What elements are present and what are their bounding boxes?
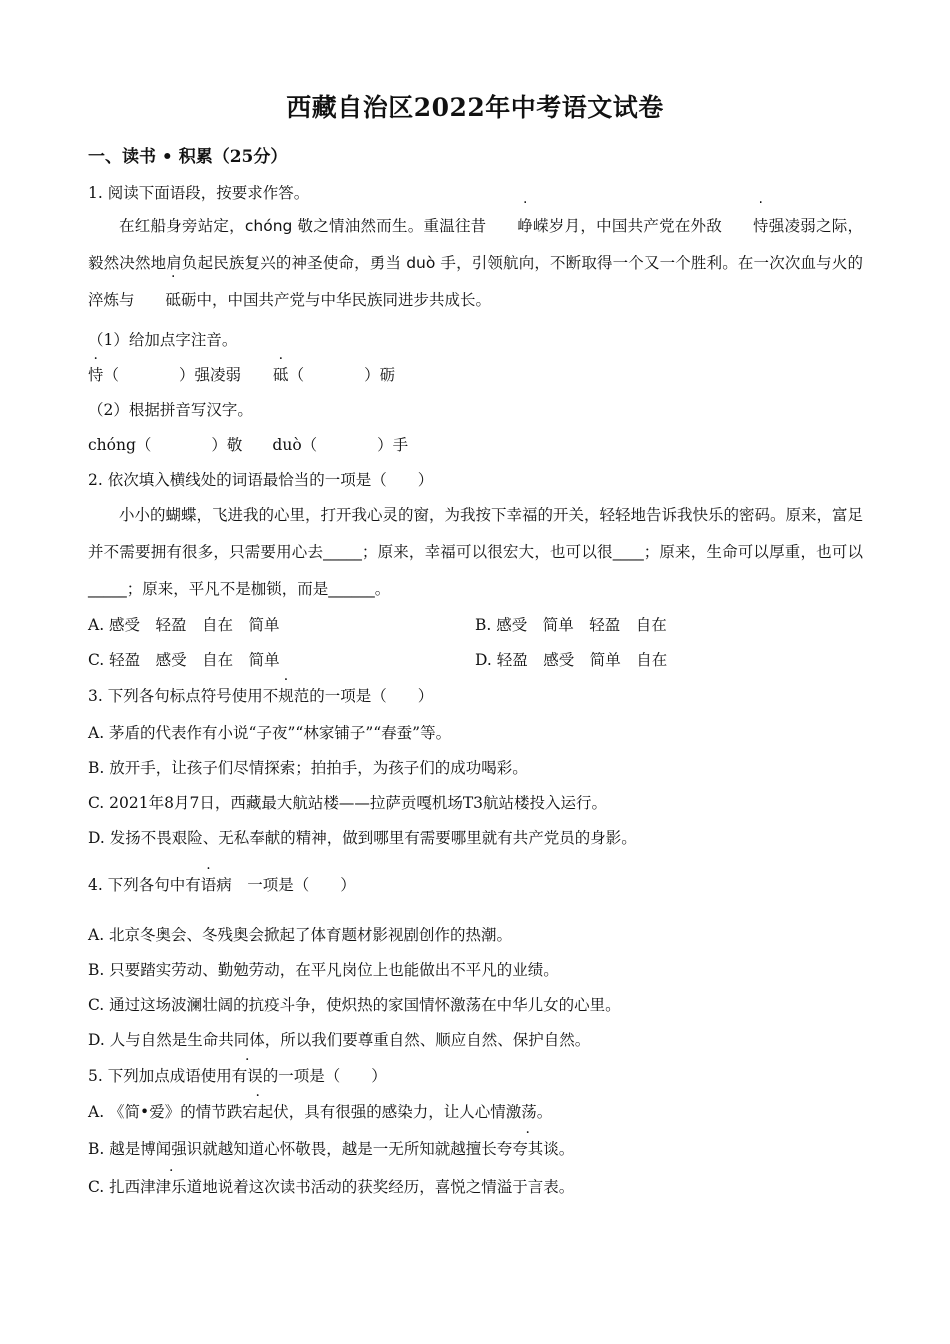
option-text: 。 xyxy=(558,1140,575,1158)
passage-text: 强凌弱之际，毅然决然地肩负起民族复兴的神圣使命，勇当 duò 手，引领航向，不断取得一个又一个胜利。在一次次血与火的淬炼与 xyxy=(88,217,863,309)
question-1-sub1: （1）给加点字注音。 xyxy=(88,331,238,349)
question-3-option-c: C. 2021年8月7日，西藏最大航站楼——拉萨贡嘎机场T3航站楼投入运行。 xyxy=(88,794,608,812)
question-1-sub2-blanks xyxy=(88,434,408,456)
stem-text: 的一项是（ ） xyxy=(262,1067,387,1085)
question-5-stem xyxy=(88,1065,387,1087)
question-4-option-c: C. 通过这场波澜壮阔的抗疫斗争，使炽热的家国情怀激荡在中华儿女的心里。 xyxy=(88,996,621,1014)
blank-open: （ xyxy=(103,366,120,384)
stem-text: 的一项是（ ） xyxy=(309,687,434,705)
option-text: ，具有很强的感染力，让人心情激荡。 xyxy=(288,1103,553,1121)
question-4-option-d: D. 人与自然是生命共同体，所以我们要尊重自然、顺应自然、保护自然。 xyxy=(88,1031,591,1049)
passage-text: 在红船身旁站定，chóng 敬之情油然而生。重温往昔 xyxy=(119,217,487,235)
passage-text: 嵘岁月，中国共产党在外敌 xyxy=(532,217,723,235)
blank-close: ）强凌弱 xyxy=(179,366,242,384)
dotted-text: 有语病 xyxy=(185,876,232,894)
option-text: A. 《简•爱》的情节 xyxy=(88,1103,227,1121)
stem-text: 5. 下列加点成语使用 xyxy=(88,1067,232,1085)
question-4-option-a: A. 北京冬奥会、冬残奥会掀起了体育题材影视剧创作的热潮。 xyxy=(88,926,513,944)
question-2-option-b: B. 感受 简单 轻盈 自在 xyxy=(475,616,667,634)
question-5-option-b xyxy=(88,1138,574,1160)
question-1-passage xyxy=(88,208,863,319)
option-text: 地说着这次读书活动的获奖经历，喜悦之情溢于言表。 xyxy=(202,1178,575,1196)
dotted-char: 恃 xyxy=(753,217,769,235)
question-2-passage: 小小的蝴蝶，飞进我的心里，打开我心灵的窗，为我按下幸福的开关，轻轻地告诉我快乐的密码。原来，富足并不需要拥有很多，只需要用心去_____；原来，幸福可以很宏大，也可以很____；原来，生命可以厚重，也可以_____；原来，平凡不是枷锁，而是______。 xyxy=(88,506,864,598)
question-5-option-c xyxy=(88,1176,574,1198)
blank-open: （ xyxy=(288,366,305,384)
blank-close: ）手 xyxy=(377,436,409,454)
question-2-option-a: A. 感受 轻盈 自在 简单 xyxy=(88,616,280,634)
question-3-stem xyxy=(88,685,433,707)
option-text: B. 越是博闻强识就越知道心怀敬畏，越是一无所知就越擅长 xyxy=(88,1140,497,1158)
question-1-sub1-blanks xyxy=(88,364,395,386)
question-3-option-d: D. 发扬不畏艰险、无私奉献的精神，做到哪里有需要哪里就有共产党员的身影。 xyxy=(88,829,637,847)
stem-text: 4. 下列各句中 xyxy=(88,876,186,894)
dotted-text: 不规范 xyxy=(262,687,310,705)
dotted-char: 砥 xyxy=(165,291,182,309)
question-2-option-c: C. 轻盈 感受 自在 简单 xyxy=(88,651,280,669)
dotted-char: 砥 xyxy=(273,366,289,384)
question-1-stem: 1. 阅读下面语段，按要求作答。 xyxy=(88,184,310,202)
section-heading: 一、读书 • 积累（25分） xyxy=(88,147,288,167)
blank-close: ）敬 xyxy=(211,436,243,454)
dotted-char: 峥 xyxy=(517,217,533,235)
dotted-text: 有误 xyxy=(231,1067,263,1085)
question-2-stem: 2. 依次填入横线处的词语最恰当的一项是（ ） xyxy=(88,471,434,489)
question-4-option-b: B. 只要踏实劳动、勤勉劳动，在平凡岗位上也能做出不平凡的业绩。 xyxy=(88,961,559,979)
dotted-idiom: 津津乐道 xyxy=(140,1178,203,1196)
blank-close: ）砺 xyxy=(364,366,396,384)
question-3-option-a: A. 茅盾的代表作有小说“子夜”“林家铺子”“春蚕”等。 xyxy=(88,724,452,742)
page-title: 西藏自治区2022年中考语文试卷 xyxy=(286,93,664,122)
option-text: C. 扎西 xyxy=(88,1178,141,1196)
question-2-option-d: D. 轻盈 感受 简单 自在 xyxy=(475,651,668,669)
dotted-idiom: 夸夸其谈 xyxy=(496,1140,559,1158)
question-5-option-a xyxy=(88,1101,552,1123)
stem-text: 3. 下列各句标点符号使用 xyxy=(88,687,263,705)
dotted-idiom: 跌宕起伏 xyxy=(226,1103,289,1121)
stem-text: 一项是（ ） xyxy=(231,876,356,894)
question-4-stem xyxy=(88,874,356,896)
blank-open: chóng（ xyxy=(88,436,152,454)
passage-text: 砺中，中国共产党与中华民族同进步共成长。 xyxy=(181,291,492,309)
question-3-option-b: B. 放开手，让孩子们尽情探索；拍拍手，为孩子们的成功喝彩。 xyxy=(88,759,528,777)
blank-open: duò（ xyxy=(272,436,318,454)
dotted-char: 恃 xyxy=(88,366,104,384)
question-1-sub2: （2）根据拼音写汉字。 xyxy=(88,401,253,419)
